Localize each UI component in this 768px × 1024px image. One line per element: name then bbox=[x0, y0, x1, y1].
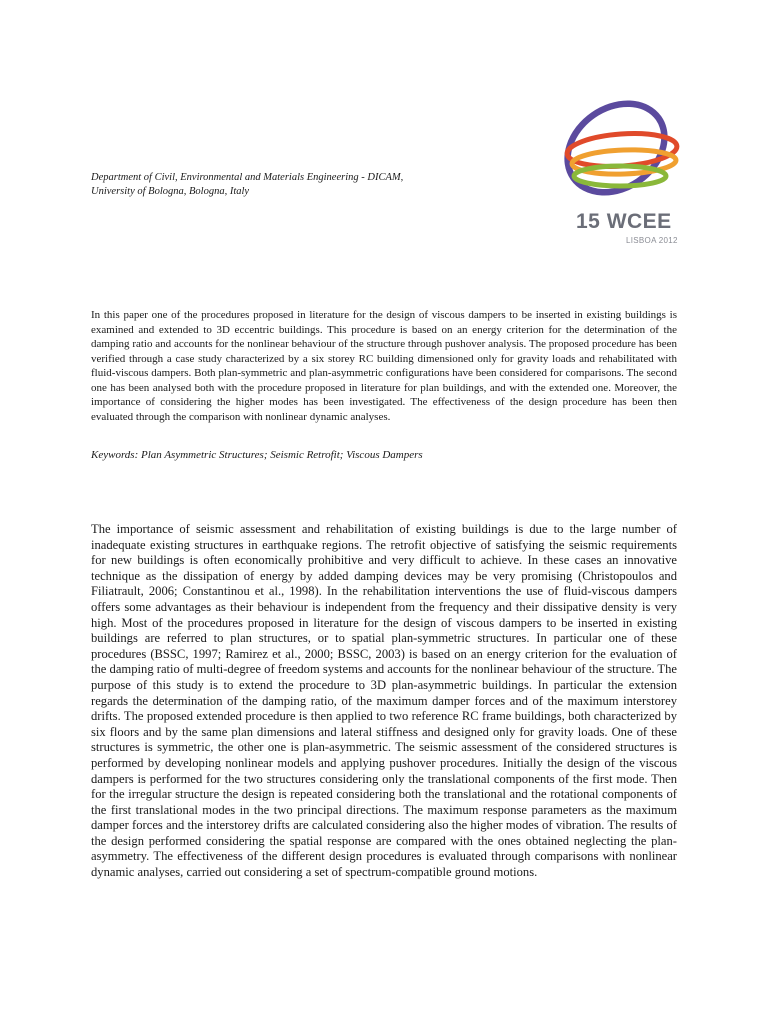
affiliation-university: University of Bologna, Bologna, Italy bbox=[91, 185, 250, 197]
logo-subtitle: LISBOA 2012 bbox=[626, 236, 678, 245]
abstract-text: In this paper one of the procedures proposed in literature for the design of viscous dampers to be inserted in existing buildings is examined and extended to 3D eccentric buildings. This procedure is based on an energy criterion for the determination of the damping ratio and accounts for the nonlinear behaviour of the structure through pushover analysis. The proposed procedure has been verified through a case study characterized by a six storey RC building dimensioned only for gravity loads and rehabilitated with fluid-viscous dampers. Both plan-symmetric and plan-asymmetric configurations have been considered for comparisons. The second one has been analysed both with the procedure proposed in literature for plan buildings, and with the extended one. Moreover, the importance of considering the higher modes has been investigated. The effectiveness of the design procedure has been then evaluated through the comparison with nonlinear dynamic analyses. bbox=[91, 309, 677, 423]
affiliation-department: Department of Civil, Environmental and Materials Engineering - DICAM, bbox=[91, 172, 404, 183]
keywords: Keywords: Plan Asymmetric Structures; Seismic Retrofit; Viscous Dampers bbox=[91, 449, 423, 461]
globe-rings-icon bbox=[548, 88, 684, 213]
introduction-text: The importance of seismic assessment and rehabilitation of existing buildings is due to the large number of inadequate existing structures in earthquake regions. The retrofit objective of satisfying the seismic requirements for new buildings is often economically prohibitive and very difficult to achieve. In these cases an innovative technique as the dissipation of energy by added damping devices may be very promising (Christopoulos and Filiatrault, 2006; Constantinou et al., 1998). In the rehabilitation interventions the use of fluid-viscous dampers offers some advantages as their behaviour is independent from the frequency and their dissipative density is very high. Most of the procedures proposed in literature for the design of viscous dampers to be inserted in existing buildings are referred to plan structures, or to spatial plan-symmetric structures. In particular one of these procedures (BSSC, 1997; Ramirez et al., 2000; BSSC, 2003) is based on an energy criterion for the evaluation of the damping ratio of multi-degree of freedom systems and accounts for the nonlinear behaviour of the structure. The purpose of this study is to extend the procedure to 3D plan-asymmetric buildings. In particular the extension regards the determination of the damping ratio, of the maximum damper forces and of the maximum interstorey drifts. The proposed extended procedure is then applied to two reference RC frame buildings, both characterized by six floors and by the same plan dimensions and lateral stiffness and designed only for gravity loads. One of these structures is symmetric, the other one is plan-asymmetric. The seismic assessment of the considered structures is performed by developing nonlinear models and applying pushover procedures. Initially the design of the viscous dampers is performed for the two structures considering only the translational components of the first mode. Then for the irregular structure the design is repeated considering both the translational and the rotational components of the first translational modes in the two principal directions. The maximum response parameters as the maximum damper forces and the interstorey drifts are calculated considering also the higher modes of vibration. The results of the design performed considering the spatial response are compared with the ones obtained neglecting the plan-asymmetry. The effectiveness of the different design procedures is evaluated through comparisons with nonlinear dynamic analyses, carried out considering a set of spectrum-compatible ground motions. bbox=[91, 522, 677, 880]
conference-logo bbox=[548, 88, 684, 250]
author-affiliation bbox=[91, 171, 511, 198]
logo-title: 15 WCEE bbox=[576, 210, 672, 233]
